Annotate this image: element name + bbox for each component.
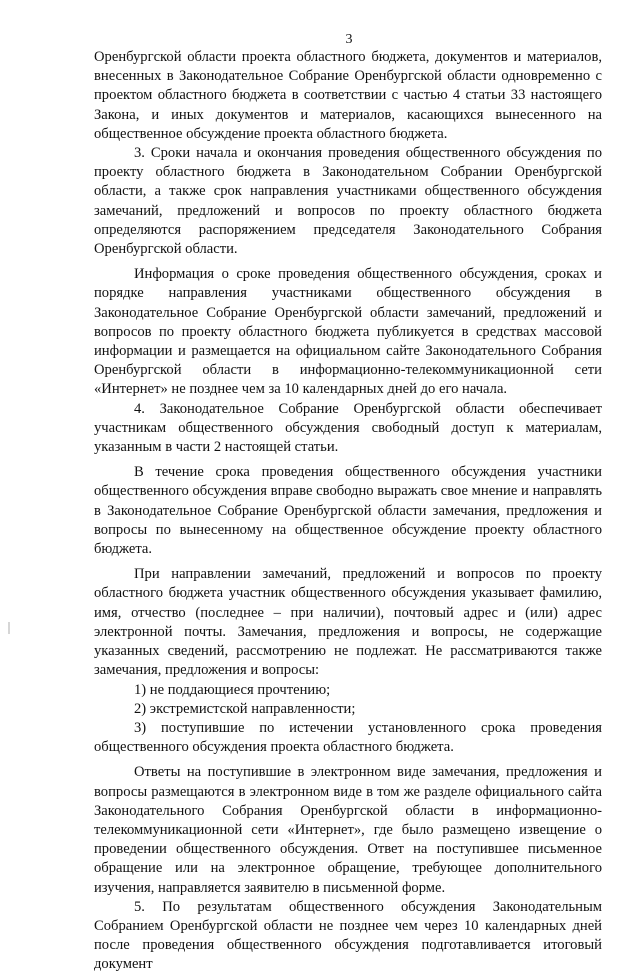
document-body [94,48,602,975]
paragraph-submission-requirements: При направлении замечаний, предложений и вопросов по проекту областного бюджета участник общественного обсуждения указывает фамилию, имя, отчество (последнее – при наличии), почтовый адрес и (или) адрес электронной почты. Замечания, предложения и вопросы, не содержащие указанных сведений, рассмотрению не подлежат. Не рассматриваются также замечания, предложения и вопросы: [94,566,602,679]
list-item-2: 2) экстремистской направленности; [134,700,356,717]
paragraph-information: Информация о сроке проведения общественного обсуждения, сроках и порядке направления участниками общественного обсуждения в Законодательное Собрание Оренбургской области замечаний, предложений и вопросов по проекту областного бюджета публикуется в средствах массовой информации и размещается на официальном сайте Законодательного Собрания Оренбургской области в информационно-телекоммуникационной сети «Интернет» не позднее чем за 10 календарных дней до его начала. [94,266,602,398]
paragraph-during-term: В течение срока проведения общественного обсуждения участники общественного обсуждения вправе свободно выражать свое мнение и направлять в Законодательное Собрание Оренбургской области замечания, предложения и вопросы по вынесенному на общественное обсуждение проекту областного бюджета. [94,464,602,558]
page-number: 3 [345,32,353,47]
paragraph-part-5: 5. По результатам общественного обсуждения Законодательным Собранием Оренбургской области не позднее чем через 10 календарных дней после проведения общественного обсуждения подготавливается итоговый документ [94,898,602,973]
paragraph-answers: Ответы на поступившие в электронном виде замечания, предложения и вопросы размещаются в электронном виде в том же разделе официального сайта Законодательного Собрания Оренбургской области в информационно-телекоммуникационной сети «Интернет», где было размещено извещение о проведении общественного обсуждения. Ответ на поступившее письменное обращение или на электронное обращение, требующее дополнительного изучения, направляется заявителю в письменной форме. [94,764,602,896]
list-item-1: 1) не поддающиеся прочтению; [134,681,331,698]
paragraph-part-4: 4. Законодательное Собрание Оренбургской области обеспечивает участникам общественного обсуждения свободный доступ к материалам, указанным в части 2 настоящей статьи. [94,400,602,456]
list-item-3: 3) поступившие по истечении установленного срока проведения общественного обсуждения проекта областного бюджета. [94,719,602,756]
paragraph-part-3: 3. Сроки начала и окончания проведения общественного обсуждения по проекту областного бюджета в Законодательном Собрании Оренбургской области, а также срок направления участниками общественного обсуждения замечаний, предложений и вопросов по проекту областного бюджета определяются распоряжением председателя Законодательного Собрания Оренбургской области. [94,145,602,258]
scan-artifact [8,622,10,634]
paragraph-continuation: Оренбургской области проекта областного бюджета, документов и материалов, внесенных в Законодательное Собрание Оренбургской области одновременно с проектом областного бюджета в соответствии с частью 4 статьи 33 настоящего Закона, и иных документов и материалов, касающихся вынесенного на общественное обсуждение проекта областного бюджета. [94,49,602,142]
